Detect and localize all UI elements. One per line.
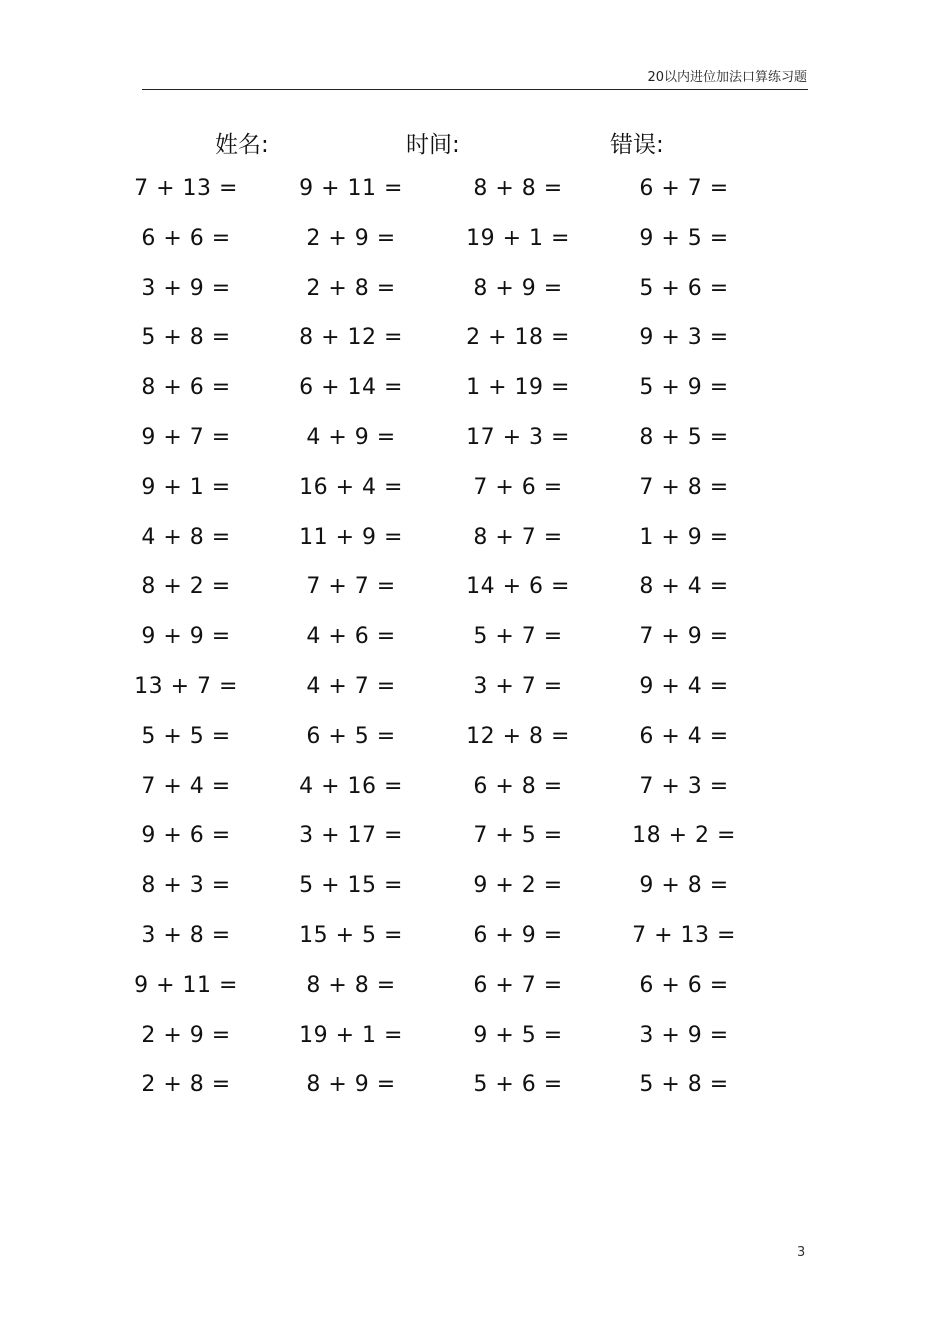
- math-problem: 9 + 4 =: [639, 674, 729, 699]
- math-problem: 5 + 5 =: [141, 723, 231, 749]
- math-problem: 9 + 7 =: [141, 425, 231, 450]
- math-problem: 1 + 19 =: [466, 375, 570, 401]
- name-label: 姓名:: [215, 132, 269, 158]
- math-problem: 9 + 11 =: [134, 972, 238, 998]
- math-problem: 16 + 4 =: [299, 474, 403, 500]
- math-problem: 3 + 7 =: [473, 674, 563, 699]
- math-problem: 6 + 7 =: [473, 972, 563, 998]
- math-problem: 4 + 16 =: [299, 773, 403, 799]
- math-problem: 9 + 9 =: [141, 624, 231, 650]
- math-problem: 8 + 7 =: [473, 524, 563, 550]
- math-problem: 7 + 8 =: [639, 474, 729, 500]
- math-problem: 4 + 8 =: [141, 524, 231, 550]
- math-problem: 5 + 7 =: [473, 624, 563, 650]
- math-problem: 8 + 5 =: [639, 425, 729, 450]
- math-problem: 9 + 5 =: [639, 225, 729, 251]
- math-problem: 13 + 7 =: [134, 674, 238, 699]
- math-problem: 3 + 17 =: [299, 823, 403, 849]
- math-problem: 9 + 3 =: [639, 325, 729, 351]
- math-problem: 8 + 8 =: [473, 176, 563, 201]
- math-problem: 6 + 4 =: [639, 723, 729, 749]
- math-problem: 7 + 7 =: [306, 574, 396, 600]
- math-problem: 2 + 9 =: [306, 225, 396, 251]
- math-problem: 14 + 6 =: [466, 574, 570, 600]
- math-problem: 9 + 5 =: [473, 1022, 563, 1048]
- math-problem: 3 + 9 =: [141, 275, 231, 301]
- math-problem: 19 + 1 =: [299, 1022, 403, 1048]
- math-problem: 4 + 6 =: [306, 624, 396, 650]
- math-problem: 9 + 6 =: [141, 823, 231, 849]
- math-problem: 6 + 14 =: [299, 375, 403, 401]
- math-problem: 8 + 4 =: [639, 574, 729, 600]
- math-problem: 2 + 8 =: [141, 1072, 231, 1098]
- errors-label: 错误:: [610, 132, 664, 158]
- math-problem: 6 + 9 =: [473, 923, 563, 948]
- math-problem: 6 + 6 =: [639, 972, 729, 998]
- math-problem: 19 + 1 =: [466, 225, 570, 251]
- math-problem: 4 + 9 =: [306, 425, 396, 450]
- math-problem: 7 + 5 =: [473, 823, 563, 849]
- math-problem: 11 + 9 =: [299, 524, 403, 550]
- math-problem: 7 + 3 =: [639, 773, 729, 799]
- math-problem: 6 + 6 =: [141, 225, 231, 251]
- math-problem: 17 + 3 =: [466, 425, 570, 450]
- math-problem: 8 + 9 =: [306, 1072, 396, 1098]
- math-problem: 7 + 9 =: [639, 624, 729, 650]
- math-problem: 8 + 6 =: [141, 375, 231, 401]
- math-problem: 8 + 8 =: [306, 972, 396, 998]
- math-problem: 5 + 8 =: [639, 1072, 729, 1098]
- math-problem: 3 + 8 =: [141, 923, 231, 948]
- math-problem: 4 + 7 =: [306, 674, 396, 699]
- math-problem: 8 + 12 =: [299, 325, 403, 351]
- header-title: 20以内进位加法口算练习题: [647, 70, 807, 85]
- math-problem: 5 + 9 =: [639, 375, 729, 401]
- math-problem: 15 + 5 =: [299, 923, 403, 948]
- math-problem: 12 + 8 =: [466, 723, 570, 749]
- math-problem: 5 + 6 =: [639, 275, 729, 301]
- math-problem: 9 + 2 =: [473, 873, 563, 899]
- math-problem: 6 + 8 =: [473, 773, 563, 799]
- math-problem: 2 + 18 =: [466, 325, 570, 351]
- math-problem: 7 + 6 =: [473, 474, 563, 500]
- math-problem: 5 + 6 =: [473, 1072, 563, 1098]
- page-number: 3: [797, 1245, 806, 1260]
- math-problem: 2 + 8 =: [306, 275, 396, 301]
- math-problem: 2 + 9 =: [141, 1022, 231, 1048]
- math-problem: 9 + 11 =: [299, 176, 403, 201]
- math-problem: 5 + 8 =: [141, 325, 231, 351]
- math-problem: 7 + 13 =: [134, 176, 238, 201]
- math-problem: 5 + 15 =: [299, 873, 403, 899]
- math-problem: 8 + 2 =: [141, 574, 231, 600]
- math-problem: 7 + 4 =: [141, 773, 231, 799]
- math-problem: 9 + 1 =: [141, 474, 231, 500]
- math-problem: 6 + 5 =: [306, 723, 396, 749]
- math-problem: 7 + 13 =: [632, 923, 736, 948]
- math-problem: 9 + 8 =: [639, 873, 729, 899]
- math-problem: 8 + 9 =: [473, 275, 563, 301]
- math-problem: 6 + 7 =: [639, 176, 729, 201]
- math-problem: 1 + 9 =: [639, 524, 729, 550]
- math-problem: 8 + 3 =: [141, 873, 231, 899]
- math-problem: 3 + 9 =: [639, 1022, 729, 1048]
- math-problem: 18 + 2 =: [632, 823, 736, 849]
- time-label: 时间:: [406, 132, 460, 158]
